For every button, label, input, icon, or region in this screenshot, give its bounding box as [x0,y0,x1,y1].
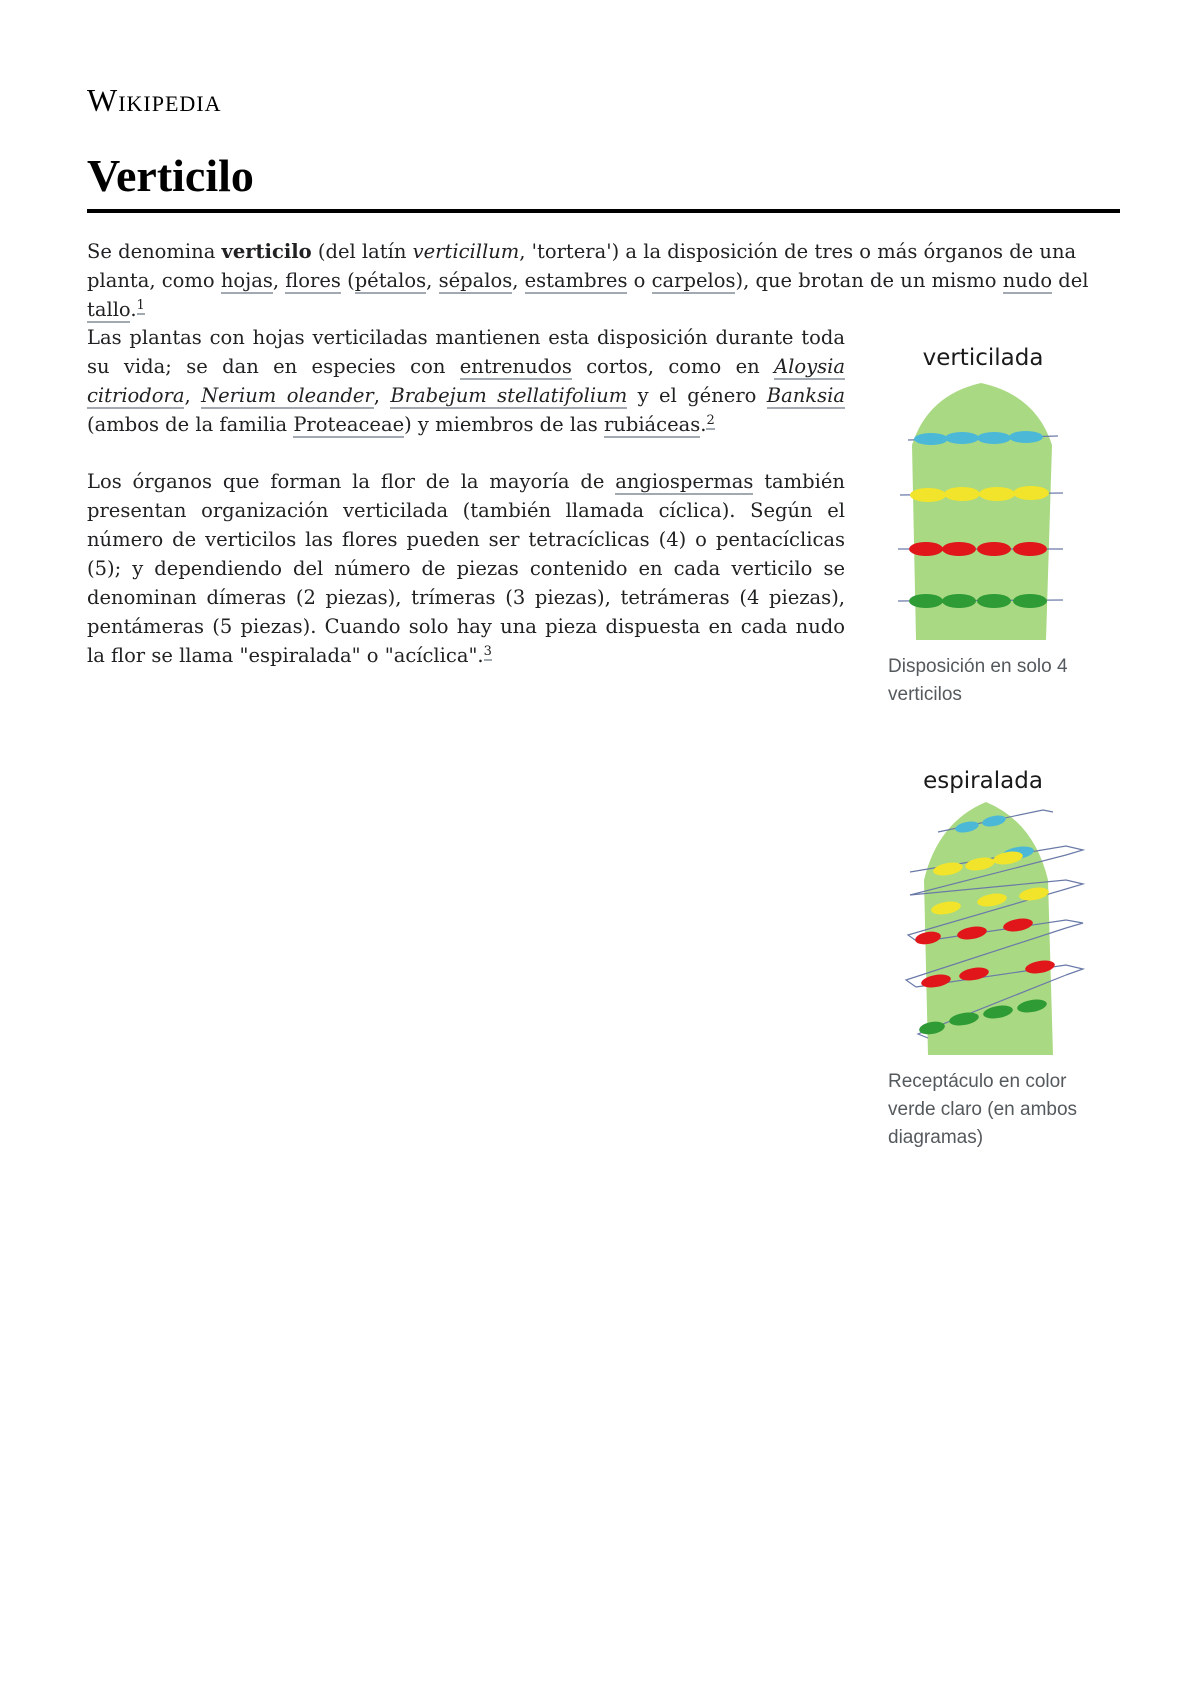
link-brabejum[interactable] [390,384,627,409]
text: , 'tortera') a la disposición de tres o más órganos de una planta, como [87,240,1077,292]
link-aloysia-text: Aloysia citriodora [87,355,845,407]
text: y el género [627,384,767,407]
link-tallo[interactable]: tallo [87,298,131,321]
link-estambres[interactable]: estambres [524,269,628,292]
text: , [512,269,525,292]
espiralada-diagram[interactable] [888,760,1088,1060]
text: del [1052,269,1089,292]
reference-3[interactable]: 3 [483,643,492,659]
text: . [700,413,707,436]
term-bold: verticilo [221,240,312,263]
verticilada-diagram[interactable] [888,340,1063,645]
text: cortos, como en [571,355,775,378]
intro-paragraph [87,237,1122,324]
paragraph-organos [87,467,845,670]
link-angiospermas[interactable]: angiospermas [615,470,754,493]
link-petalos[interactable]: pétalos [354,269,427,292]
text: (del latín [311,240,413,263]
link-brabejum-text: Brabejum stellatifolium [390,384,628,407]
link-hojas[interactable]: hojas [220,269,273,292]
diagram-label: espiralada [923,768,1043,794]
link-sepalos[interactable]: sépalos [438,269,513,292]
link-banksia-text: Banksia [766,384,845,407]
link-nerium-text: Nerium oleander [201,384,374,407]
figure-caption: Receptáculo en color verde claro (en ambos diagramas) [888,1071,1078,1148]
figure-verticilada [888,340,1118,709]
reference-2[interactable]: 2 [706,412,715,428]
reference-1[interactable]: 1 [136,297,145,313]
latin-term: verticillum [412,240,520,263]
text: ) y miembros de las [404,413,604,436]
link-entrenudos[interactable]: entrenudos [459,355,572,378]
link-proteaceae[interactable]: Proteaceae [293,413,405,436]
link-nudo[interactable]: nudo [1002,269,1053,292]
text: o [627,269,652,292]
text: Los órganos que forman la flor de la mayoría de [87,470,616,493]
wikipedia-logo[interactable]: Wikipedia [87,82,222,118]
paragraph-verticiladas [87,323,845,439]
link-nerium[interactable] [201,384,374,409]
figure-caption: Disposición en solo 4 verticilos [888,656,1068,705]
text: , [272,269,286,292]
link-banksia[interactable] [767,384,845,409]
link-carpelos[interactable]: carpelos [651,269,736,292]
text: , [373,384,391,407]
text: , [426,269,439,292]
text: también presentan organización verticilada (también llamada cíclica). Según el número de verticilos las flores pueden ser tetracíclicas (4) o pentacíclicas (5); y dependiendo del número de piezas contenido en cada verticilo se denominan dímeras (2 piezas), trímeras (3 piezas), tetrámeras (4 piezas), pentámeras (5 piezas). Cuando solo hay una pieza dispuesta en cada nudo la flor se llama "espiralada" o "acíclica". [87,470,845,667]
text: ( [340,269,355,292]
text: ), que brotan de un mismo [735,269,1003,292]
text: , [184,384,202,407]
text: . [130,298,137,321]
text: (ambos de la familia [87,413,294,436]
text: Se denomina [87,240,222,263]
text: Las plantas con hojas verticiladas mantienen esta disposición durante toda su vida; se dan en especies con [87,326,845,378]
page-title: Verticilo [87,145,1120,213]
figure-espiralada [888,760,1118,1152]
link-rubiaceas[interactable]: rubiáceas [603,413,701,436]
diagram-label: verticilada [922,345,1044,371]
link-flores[interactable]: flores [285,269,341,292]
